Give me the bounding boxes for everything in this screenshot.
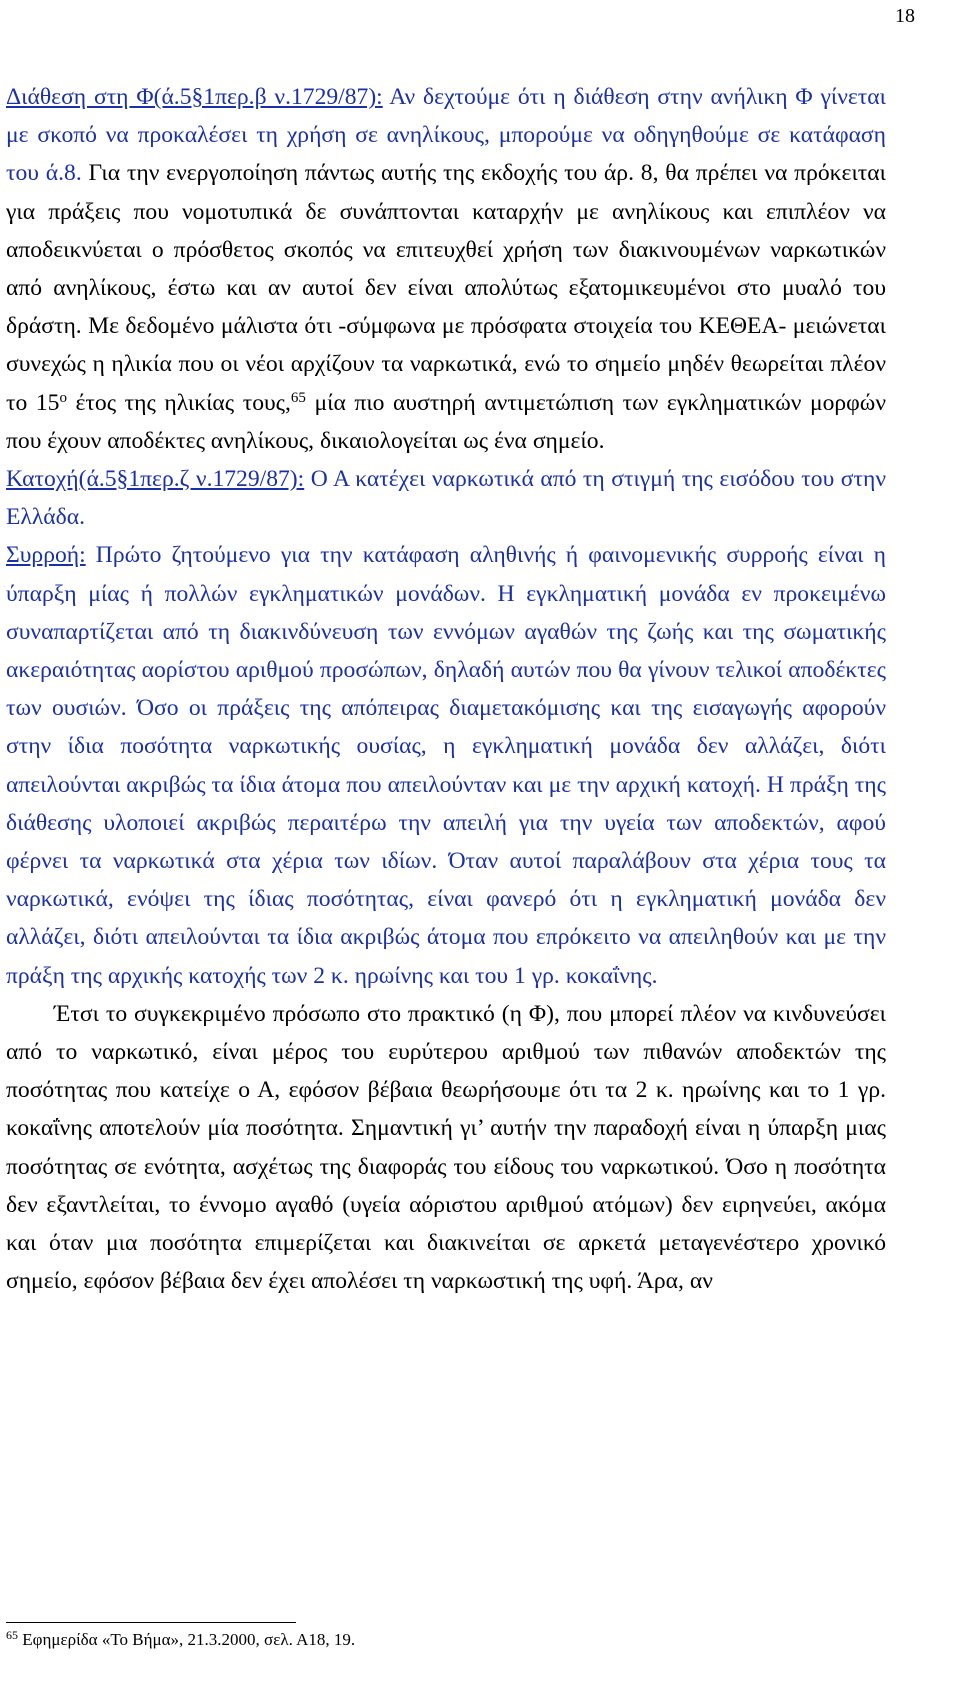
- paragraph-conclusion-text: Έτσι το συγκεκριμένο πρόσωπο στο πρακτικό (η Φ), που μπορεί πλέον να κινδυνεύσει από το ναρκωτικό, είναι μέρος του ευρύτερου αριθμού των πιθανών αποδεκτών της ποσότητας που κατείχε ο Α, εφόσον βέβαια θεωρήσουμε ότι τα 2 κ. ηρωίνης και το 1 γρ. κοκαΐνης αποτελούν μία ποσότητα. Σημαντική γι’ αυτήν την παραδοχή είναι η ύπαρξη μιας ποσότητας σε ενότητα, ασχέτως της διαφοράς του είδους του ναρκωτικού. Όσο η ποσότητα δεν εξαντλείται, το έννομο αγαθό (υγεία αόριστου αριθμού ατόμων) δεν ειρηνεύει, ακόμα και όταν μια ποσότητα επιμερίζεται και διακινείται σε αρκετά μεταγενέστερο χρονικό σημείο, εφόσον βέβαια δεν έχει απολέσει τη ναρκωστική της υφή. Άρα, αν: [6, 1000, 886, 1295]
- footnote-number: 65: [6, 1628, 18, 1642]
- footnote-text: Εφημερίδα «Το Βήμα», 21.3.2000, σελ. Α18, 19.: [18, 1630, 356, 1649]
- ordinal-superscript: ο: [59, 389, 67, 406]
- paragraph-disposal-text-3: έτος της ηλικίας τους,: [66, 389, 291, 416]
- paragraph-disposal-text-2: Για την ενεργοποίηση πάντως αυτής της εκδοχής του άρ. 8, θα πρέπει να πρόκειται για πράξεις που νομοτυπικά δε συνάπτονται καταρχήν με ανηλίκους και επιπλέον να αποδεικνύεται ο πρόσθετος σκοπός να επιτευχθεί χρήση των διακινουμένων ναρκωτικών από ανηλίκους, έστω και αν αυτοί δεν είναι απολύτως εξατομικευμένοι στο μυαλό του δράστη. Με δεδομένο μάλιστα ότι -σύμφωνα με πρόσφατα στοιχεία του ΚΕΘΕΑ- μειώνεται συνεχώς η ηλικία που οι νέοι αρχίζουν τα ναρκωτικά, ενώ το σημείο μηδέν θεωρείται πλέον το 15: [6, 160, 886, 416]
- footnote-separator: [6, 1622, 296, 1623]
- paragraph-concurrence-text: Πρώτο ζητούμενο για την κατάφαση αληθινής ή φαινομενικής συρροής είναι η ύπαρξη μίας ή πολλών εγκληματικών μονάδων. Η εγκληματική μονάδα εν προκειμένω συναπαρτίζεται από τη διακινδύνευση των εννόμων αγαθών της ζωής και της σωματικής ακεραιότητας αορίστου αριθμού προσώπων, δηλαδή αυτών που θα γίνουν τελικοί αποδέκτες των ουσιών. Όσο οι πράξεις της απόπειρας διαμετακόμισης και της εισαγωγής αφορούν στην ίδια ποσότητα ναρκωτικής ουσίας, η εγκληματική μονάδα δεν αλλάζει, διότι απειλούνται ακριβώς τα ίδια άτομα που απειλούνταν και με την αρχική κατοχή. Η πράξη της διάθεσης υλοποιεί ακριβώς περαιτέρω την απειλή για την υγεία των αποδεκτών, αφού φέρνει τα ναρκωτικά στα χέρια των ιδίων. Όταν αυτοί παραλάβουν στα χέρια τους τα ναρκωτικά, ενόψει της ίδιας ποσότητας, είναι φανερό ότι η εγκληματική μονάδα δεν αλλάζει, διότι απειλούνται τα ίδια ακριβώς άτομα που επρόκειτο να απειληθούν και με την πράξη της αρχικής κατοχής των 2 κ. ηρωίνης και του 1 γρ. κοκαΐνης.: [6, 542, 886, 989]
- page-number: 18: [895, 5, 915, 27]
- footnote-reference: 65: [290, 389, 306, 406]
- paragraph-disposal-text-4: μία πιο αυστηρή αντιμετώπιση των εγκληματικών μορφών που έχουν αποδέκτες ανηλίκους, δικαιολογείται ως ένα σημείο.: [6, 389, 886, 454]
- paragraph-disposal-text-1: Αν δεχτούμε ότι η διάθεση στην ανήλικη Φ γίνεται με σκοπό να προκαλέσει τη χρήση σε ανηλίκους, μπορούμε να οδηγηθούμε σε κατάφαση του ά.8.: [6, 84, 886, 187]
- paragraph-concurrence: [6, 536, 886, 994]
- paragraph-conclusion: [6, 995, 886, 1301]
- heading-possession: Κατοχή(ά.5§1περ.ζ ν.1729/87):: [6, 466, 305, 493]
- document-body: [6, 78, 886, 1301]
- paragraph-possession: [6, 460, 886, 536]
- paragraph-disposal: [6, 78, 886, 460]
- heading-disposal: Διάθεση στη Φ(ά.5§1περ.β ν.1729/87):: [6, 84, 383, 110]
- paragraph-possession-text: Ο Α κατέχει ναρκωτικά από τη στιγμή της εισόδου του στην Ελλάδα.: [6, 466, 886, 531]
- heading-concurrence: Συρροή:: [6, 542, 86, 569]
- footnote: [6, 1628, 355, 1652]
